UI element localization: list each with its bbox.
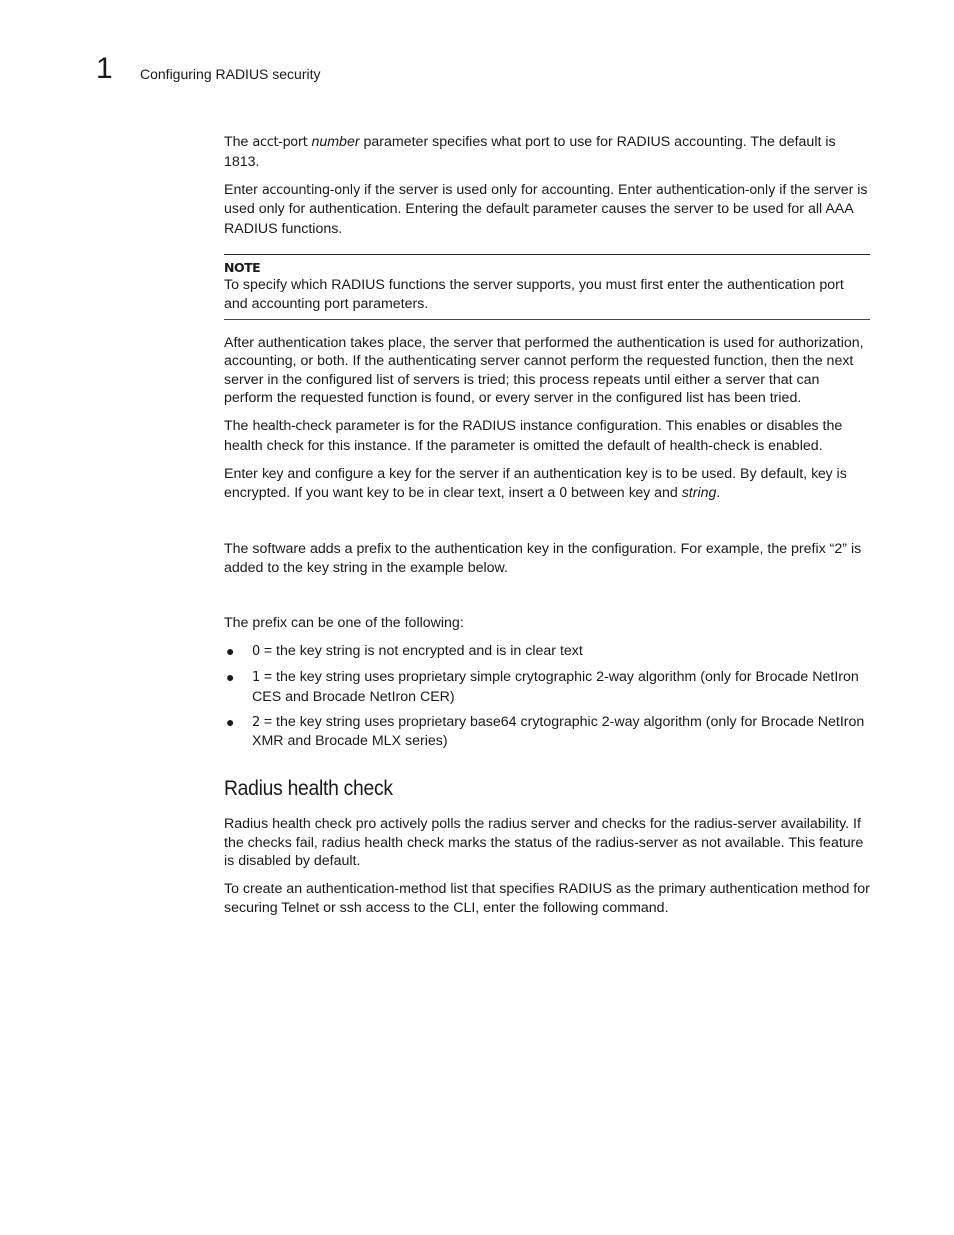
paragraph-prefix-list-intro: The prefix can be one of the following:	[224, 615, 464, 632]
paragraph-health-check: The health-check parameter is for the RADIUS instance configuration. This enables or disables the health check for this instance. If the parameter is omitted the default of health-check is enabled.	[224, 418, 843, 454]
note-text: To specify which RADIUS functions the server supports, you must first enter the authentication port and accounting port parameters.	[224, 277, 844, 312]
keyword: key	[811, 466, 833, 482]
bullet-icon: ●	[226, 713, 235, 730]
keyword: default	[485, 202, 529, 218]
keyword: acct-port	[252, 135, 308, 150]
keyword: 1	[252, 670, 260, 686]
chapter-number: 1	[96, 52, 113, 85]
list-item: ● 1 = the key string uses proprietary simple crytographic 2-way algorithm (only for Brocade NetIron CES and Brocade NetIron CER)	[226, 669, 859, 705]
keyword: key	[628, 486, 651, 502]
paragraph-acct-port: The acct-port number parameter specifies what port to use for RADIUS accounting. The default is 1813.	[224, 134, 836, 170]
keyword: authentication-only	[655, 182, 776, 198]
paragraph-key: Enter key and configure a key for the server if an authentication key is to be used. By default, key is encrypted. If you want key to be in clear text, insert a 0 between key and string.	[224, 465, 847, 502]
spacer	[224, 587, 870, 614]
prefix-list	[224, 642, 870, 751]
keyword: accounting-only	[261, 182, 361, 198]
page-content	[224, 133, 870, 927]
list-item: ● 2 = the key string uses proprietary base64 crytographic 2-way algorithm (only for Brocade NetIron XMR and Brocade MLX series)	[226, 713, 865, 750]
paragraph-prefix-intro: The software adds a prefix to the authentication key in the configuration. For example, the prefix “2” is added to the key string in the example below.	[224, 541, 862, 577]
emphasis: number	[311, 134, 360, 150]
note-box	[224, 254, 870, 319]
bullet-icon: ●	[226, 669, 235, 686]
list-item: ● 0 = the key string is not encrypted and is in clear text	[226, 643, 583, 660]
paragraph-after-authentication: After authentication takes place, the server that performed the authentication is used for authorization, accounting, or both. If the authenticating server cannot perform the requested function, then the next server in the configured list of servers is tried; this process repeats until either a server that can perform the requested function is found, or every server in the configured list has been tried.	[224, 334, 864, 407]
paragraph-health-check-description: Radius health check pro actively polls the radius server and checks for the radius-server availability. If the checks fail, radius health check marks the status of the radius-server as not available. This feature is disabled by default.	[224, 816, 864, 870]
section-heading: Radius health check	[224, 777, 393, 800]
chapter-title: Configuring RADIUS security	[140, 66, 321, 82]
paragraph-auth-method-list: To create an authentication-method list that specifies RADIUS as the primary authentication method for securing Telnet or ssh access to the CLI, enter the following command.	[224, 881, 870, 916]
keyword: 0	[252, 644, 260, 660]
keyword: health-check	[252, 419, 332, 435]
bullet-icon: ●	[226, 643, 235, 660]
keyword: key	[261, 466, 284, 482]
paragraph-accounting-only: Enter accounting-only if the server is used only for accounting. Enter authentication-only if the server is used only for authentication. Entering the default parameter causes the server to be used for all AAA RADIUS functions.	[224, 181, 868, 237]
spacer	[224, 513, 870, 540]
keyword: 2	[252, 714, 260, 730]
emphasis: string	[681, 485, 717, 502]
note-label: NOTE	[224, 260, 261, 276]
keyword: 0	[559, 486, 568, 502]
